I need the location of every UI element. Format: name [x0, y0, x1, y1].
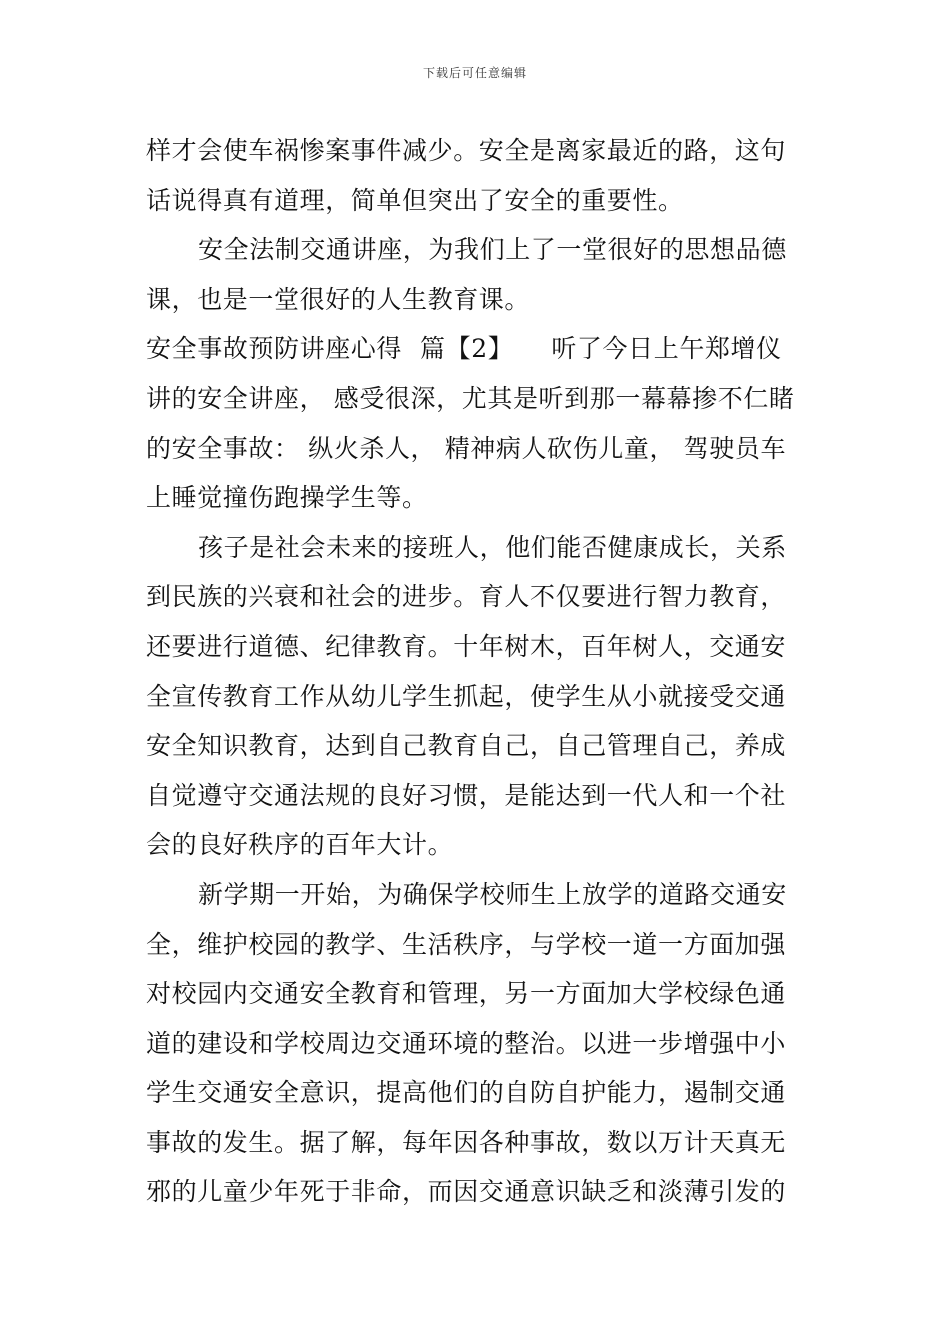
- text-line: 新学期一开始，为确保学校师生上放学的道路交通安: [198, 879, 787, 909]
- text-line: 全宣传教育工作从幼儿学生抓起，使学生从小就接受交通: [146, 681, 787, 711]
- page-header: 下载后可任意编辑: [422, 66, 527, 80]
- section-lead-text: 听了今日上午郑增仪: [551, 334, 782, 364]
- text-line: 样才会使车祸惨案事件减少。安全是离家最近的路，这句: [146, 136, 787, 165]
- text-line: 安全知识教育，达到自己教育自己，自己管理自己，养成: [146, 731, 787, 761]
- text-line: 道的建设和学校周边交通环境的整治。以进一步增强中小: [146, 1028, 787, 1058]
- text-line: 事故的发生。据了解，每年因各种事故，数以万计天真无: [146, 1127, 787, 1157]
- text-line: 话说得真有道理，简单但突出了安全的重要性。: [146, 185, 684, 215]
- document-body: [146, 126, 811, 1217]
- text-line: 对校园内交通安全教育和管理，另一方面加大学校绿色通: [146, 979, 787, 1009]
- text-line: 的安全事故： 纵火杀人， 精神病人砍伤儿童， 驾驶员车: [146, 433, 787, 463]
- text-line: 学生交通安全意识，提高他们的自防自护能力，遏制交通: [146, 1078, 787, 1108]
- text-line: 会的良好秩序的百年大计。: [146, 830, 454, 860]
- section-part-label: 篇【2】: [420, 334, 514, 364]
- text-line: 安全法制交通讲座，为我们上了一堂很好的思想品德: [198, 235, 787, 265]
- text-line: 全，维护校园的教学、生活秩序，与学校一道一方面加强: [146, 929, 787, 959]
- text-line: 孩子是社会未来的接班人，他们能否健康成长，关系: [198, 532, 787, 562]
- section-title: 安全事故预防讲座心得: [146, 334, 403, 364]
- text-line: 还要进行道德、纪律教育。十年树木，百年树人，交通安: [146, 631, 787, 661]
- text-line: 自觉遵守交通法规的良好习惯，是能达到一代人和一个社: [146, 780, 787, 810]
- text-line: 邪的儿童少年死于非命，而因交通意识缺乏和淡薄引发的: [146, 1177, 787, 1207]
- text-line: 课，也是一堂很好的人生教育课。: [146, 284, 531, 314]
- text-line: 到民族的兴衰和社会的进步。育人不仅要进行智力教育，: [146, 582, 787, 612]
- section-heading-line: [146, 324, 811, 374]
- text-line: 讲的安全讲座， 感受很深，尤其是听到那一幕幕掺不仁睹: [146, 383, 795, 413]
- text-line: 上睡觉撞伤跑操学生等。: [146, 483, 428, 513]
